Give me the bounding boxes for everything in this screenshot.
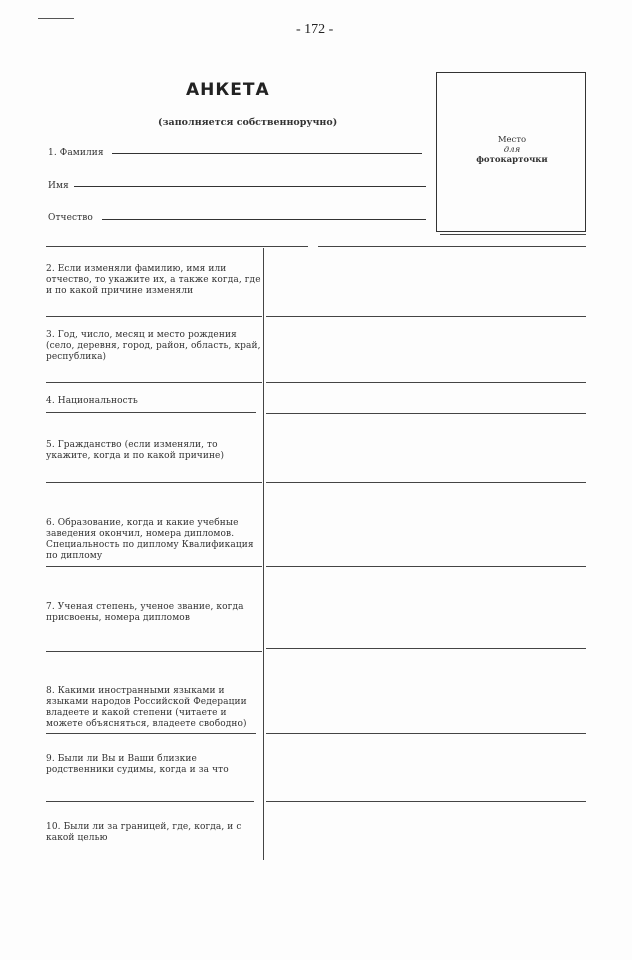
q5-rule-left	[46, 482, 262, 483]
q8-rule-left	[46, 733, 256, 734]
surname-field[interactable]	[112, 153, 422, 154]
header-divider-right	[318, 246, 586, 247]
q4-rule-left	[46, 412, 256, 413]
question-2: 2. Если изменяли фамилию, имя или отчество, то укажите их, а также когда, где и по какой причине изменяли	[46, 264, 261, 296]
name-label: Имя	[48, 181, 69, 191]
q3-rule-left	[46, 382, 262, 383]
q3-rule-right[interactable]	[266, 382, 586, 383]
q6-rule-left	[46, 566, 262, 567]
header-divider-left	[46, 246, 308, 247]
name-field[interactable]	[74, 186, 426, 187]
q8-rule-right[interactable]	[266, 733, 586, 734]
q9-rule-right[interactable]	[266, 801, 586, 802]
question-9: 9. Были ли Вы и Ваши близкие родственники судимы, когда и за что	[46, 754, 229, 775]
photo-label-line3: фотокарточки	[476, 155, 548, 165]
question-3: 3. Год, число, месяц и место рождения (село, деревня, город, район, область, край, республика)	[46, 330, 261, 362]
surname-label: 1. Фамилия	[48, 148, 104, 158]
patronymic-field[interactable]	[102, 219, 426, 220]
q7-rule-left	[46, 651, 262, 652]
form-subtitle: (заполняется собственноручно)	[158, 117, 338, 128]
patronymic-label: Отчество	[48, 213, 93, 223]
q6-rule-right[interactable]	[266, 566, 586, 567]
question-8: 8. Какими иностранными языками и языками народов Российской Федерации владеете и какой степени (читаете и можете объясняться, владеете свободно)	[46, 686, 247, 729]
photo-label	[437, 135, 587, 165]
q2-rule-right[interactable]	[266, 316, 586, 317]
q4-rule-right[interactable]	[266, 413, 586, 414]
q9-rule-left	[46, 801, 254, 802]
question-10: 10. Были ли за границей, где, когда, и с какой целью	[46, 822, 242, 843]
q5-rule-right[interactable]	[266, 482, 586, 483]
q7-rule-right[interactable]	[266, 648, 586, 649]
q2-rule-left	[46, 316, 262, 317]
table-vertical-divider	[263, 248, 264, 860]
top-left-mark	[38, 18, 74, 19]
page-number: - 172 -	[296, 22, 334, 37]
photo-label-line2: для	[503, 145, 521, 155]
photo-label-line1: Место	[497, 135, 527, 145]
photo-underline	[440, 234, 586, 235]
question-4: 4. Национальность	[46, 396, 138, 406]
question-7: 7. Ученая степень, ученое звание, когда присвоены, номера дипломов	[46, 602, 244, 623]
question-6: 6. Образование, когда и какие учебные заведения окончил, номера дипломов. Специальность по диплому Квалификация по диплому	[46, 518, 254, 561]
question-5: 5. Гражданство (если изменяли, то укажите, когда и по какой причине)	[46, 440, 225, 461]
photo-placeholder	[436, 72, 586, 232]
form-title: АНКЕТА	[186, 80, 270, 100]
